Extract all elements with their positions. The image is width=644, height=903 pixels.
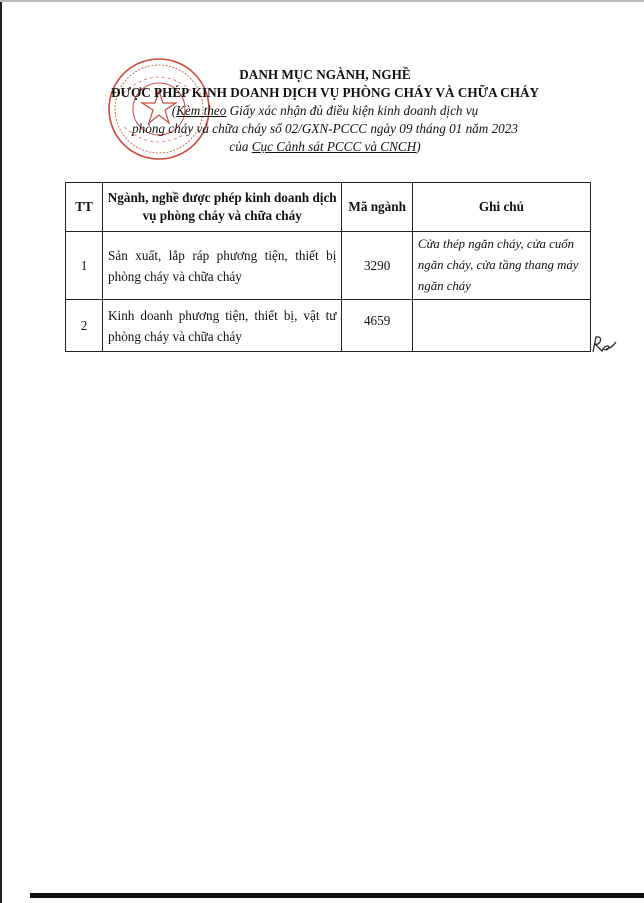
table-row: [66, 232, 591, 300]
page-edge-left: [0, 0, 2, 903]
page-edge-bottom: [30, 893, 644, 898]
subtitle-line-1-rest: Giấy xác nhận đủ điều kiện kinh doanh dịch vụ: [226, 103, 479, 118]
header-name: Ngành, nghề được phép kinh doanh dịch vụ phòng cháy và chữa cháy: [103, 183, 342, 232]
row-name: Sản xuất, lắp ráp phương tiện, thiết bị phòng cháy và chữa cháy: [103, 232, 342, 300]
document-header: [95, 66, 555, 156]
row-note: Cửa thép ngăn cháy, cửa cuốn ngăn cháy, cửa tầng thang máy ngăn cháy: [412, 232, 590, 300]
header-note: Ghi chú: [412, 183, 590, 232]
title-line-2: ĐƯỢC PHÉP KINH DOANH DỊCH VỤ PHÒNG CHÁY VÀ CHỮA CHÁY: [110, 85, 540, 100]
title-line-1: DANH MỤC NGÀNH, NGHỀ: [239, 67, 411, 82]
row-tt: 2: [66, 300, 103, 352]
subtitle-kem-theo: Kèm theo: [176, 103, 227, 118]
subtitle-agency: Cục Cảnh sát PCCC và CNCH: [251, 139, 417, 154]
handwritten-initials-icon: [590, 334, 618, 354]
header-code: Mã ngành: [342, 183, 413, 232]
row-tt: 1: [66, 232, 103, 300]
subtitle-line-2: phòng cháy và chữa cháy số 02/GXN-PCCC ngày 09 tháng 01 năm 2023: [132, 121, 518, 136]
subtitle-close-paren: ): [416, 139, 421, 154]
subtitle-line-1: [95, 102, 555, 120]
row-code: 4659: [342, 300, 413, 352]
header-tt: TT: [66, 183, 103, 232]
subtitle-line-3-prefix: của: [229, 139, 252, 154]
row-note: [412, 300, 590, 352]
subtitle-open-paren: (: [171, 103, 177, 118]
row-name: Kinh doanh phương tiện, thiết bị, vật tư phòng cháy và chữa cháy: [103, 300, 342, 352]
subtitle-line-3: [95, 138, 555, 156]
business-list-table: [65, 182, 591, 352]
table-row: [66, 300, 591, 352]
table-header-row: [66, 183, 591, 232]
page-edge-top: [0, 0, 644, 2]
row-code: 3290: [342, 232, 413, 300]
